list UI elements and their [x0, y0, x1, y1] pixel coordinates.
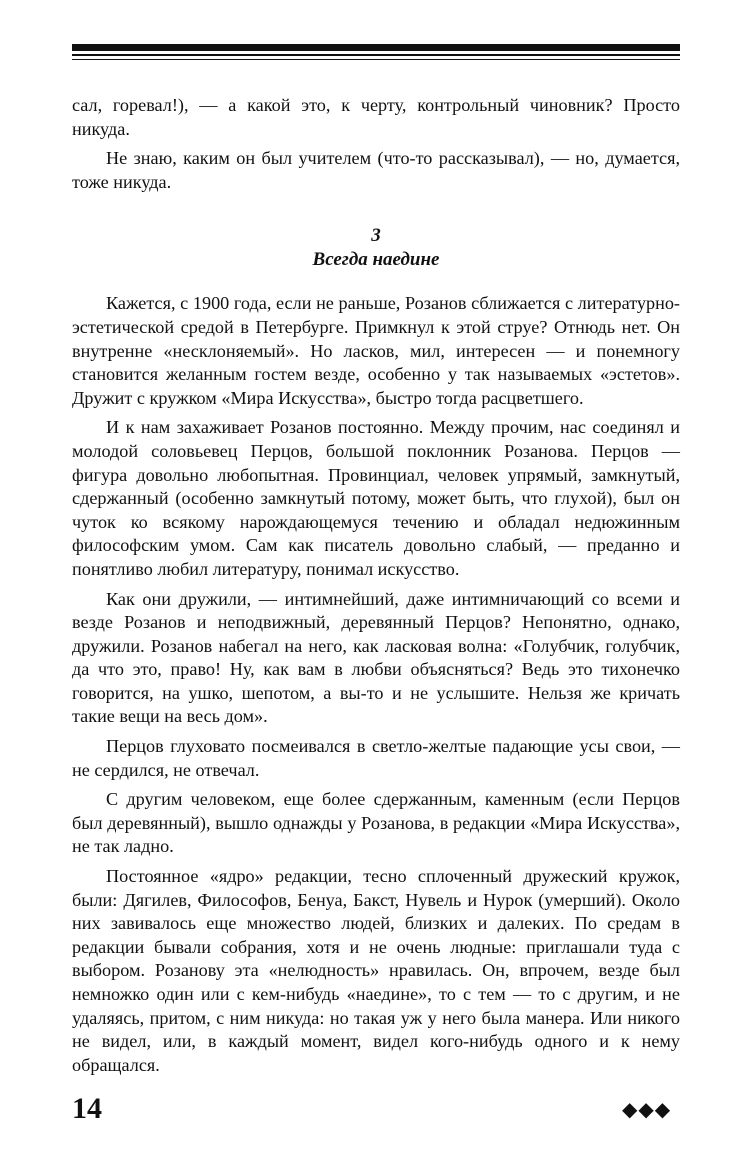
header-rule [72, 44, 680, 60]
chapter-number: 3 [371, 225, 381, 247]
paragraph: И к нам захаживает Розанов постоянно. Между прочим, нас соединял и молодой соловьевец Перцов, большой поклонник Розанова. Перцов — фигура довольно любопытная. Провинциал, человек упрямый, замкнутый, сдержанный (особенно замкнутый потому, может быть, что глухой), был он чуток ко всякому нарождающемуся течению и обладал недюжинным философским умом. Сам как писатель довольно слабый, — преданно и понятливо любил литературу, понимал искусство. [72, 417, 680, 579]
page-number: 14 [72, 1092, 102, 1125]
paragraph: С другим человеком, еще более сдержанным, каменным (если Перцов был деревянный), вышло однажды у Розанова, в редакции «Мира Искусства», не так ладно. [72, 789, 680, 857]
paragraph: Постоянное «ядро» редакции, тесно сплоченный дружеский кружок, были: Дягилев, Философов, Бенуа, Бакст, Нувель и Нурок (умерший). Около них завивалось еще множество людей, близких и далеких. По средам в редакции бывали собрания, хотя и не очень людные: приглашали туда с выбором. Розанову эта «нелюдность» нравилась. Он, впрочем, везде был немножко один или с кем-нибудь «наедине», то с тем — то с другим, и не удаляясь, притом, с ним никуда: но такая уж у него была манера. Или никого не видел, или, в каждый момент, видел кого-нибудь одного и к нему обращался. [72, 866, 680, 1075]
paragraph: Не знаю, каким он был учителем (что-то рассказывал), — но, думается, тоже никуда. [72, 148, 680, 192]
chapter-title: Всегда наедине [312, 249, 440, 271]
paragraph: сал, горевал!), — а какой это, к черту, контрольный чиновник? Просто никуда. [72, 95, 680, 139]
page-body [72, 94, 680, 1083]
paragraph: Как они дружили, — интимнейший, даже интимничающий со всеми и везде Розанов и неподвижный, деревянный Перцов? Непонятно, однако, дружили. Розанов набегал на него, как ласковая волна: «Голубчик, голубчик, да что это, право! Ну, как вам в любви объясняться? Ведь это тихонечко говорится, на ушко, шепотом, а вы-то и не услышите. Нельзя же кричать такие вещи на весь дом». [72, 588, 680, 727]
header-thin-line [72, 59, 680, 60]
paragraph: Перцов глуховато посмеивался в светло-желтые падающие усы свои, — не сердился, не отвечал. [72, 736, 680, 780]
paragraph: Кажется, с 1900 года, если не раньше, Розанов сближается с литературно-эстетической средой в Петербурге. Примкнул к этой струе? Отнюдь нет. Он внутренне «несклоняемый». Но ласков, мил, интересен — и понемногу становится желанным гостем везде, особенно у так называемых «эстетов». Дружит с кружком «Мира Искусства», быстро тогда расцветшего. [72, 293, 680, 408]
chapter-heading [72, 224, 680, 272]
header-line [72, 54, 680, 56]
header-thick-bar [72, 44, 680, 51]
diamond-ornament-icon: ◆◆◆ [622, 1099, 672, 1121]
